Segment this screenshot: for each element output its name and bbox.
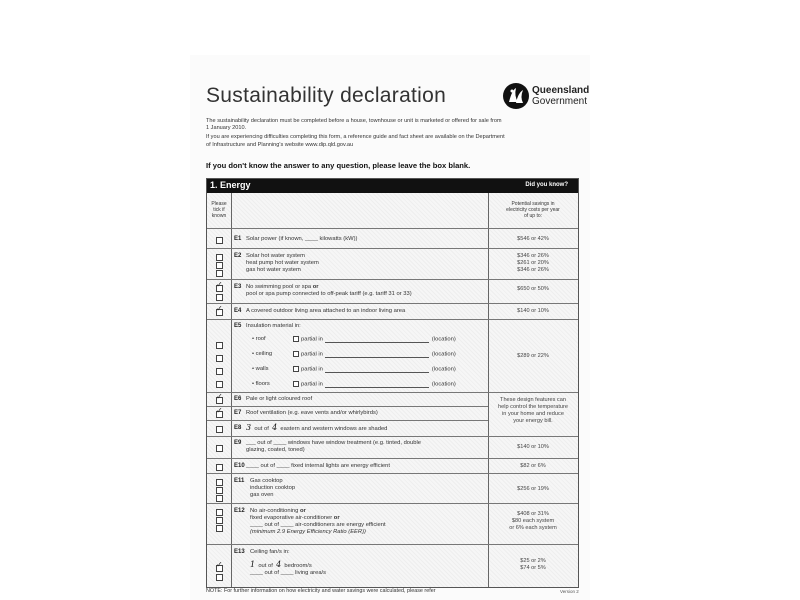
row-e3 (207, 279, 578, 304)
row-e5 (207, 319, 578, 393)
checkbox-e5-floors[interactable] (216, 381, 223, 388)
row-text: A covered outdoor living area attached to an indoor living area (246, 308, 406, 314)
row-code: E13 (234, 549, 245, 555)
insulation-floors-label: • floors (252, 381, 270, 387)
checkbox-e10[interactable] (216, 464, 223, 471)
row-text: Solar hot water system heat pump hot water system gas hot water system (246, 253, 319, 273)
partial-ceiling: partial in (location) (293, 351, 456, 358)
checkbox-e2-gas[interactable] (216, 270, 223, 277)
checkbox-e13-living[interactable] (216, 574, 223, 581)
row-text: 3 out of 4 eastern and western windows are shaded (246, 423, 388, 432)
location-floors-field[interactable] (325, 387, 429, 388)
checkbox-e2-solar[interactable] (216, 254, 223, 261)
intro-para2-line2: of Infrastructure and Planning's website www.dip.qld.gov.au (206, 141, 354, 148)
row-text: Solar power (if known, ____ kilowatts (kW)) (246, 236, 358, 242)
row-text: Roof ventilation (e.g. eave vents and/or whirlybirds) (246, 410, 378, 416)
row-saving: $408 or 31% $80 each system or 6% each system (509, 511, 557, 531)
row-e12 (207, 503, 578, 545)
section-title: 1. Energy (210, 180, 251, 190)
row-saving: $346 or 26% $261 or 20% $346 or 26% (517, 253, 549, 273)
checkbox-e11-induction[interactable] (216, 487, 223, 494)
checkbox-partial-roof[interactable] (293, 336, 299, 342)
row-e8 (207, 420, 488, 437)
queensland-government-logo (502, 82, 590, 112)
row-saving: $256 or 19% (517, 486, 549, 492)
row-code: E8 (234, 425, 242, 431)
checkbox-e3-pump[interactable] (216, 294, 223, 301)
row-code: E7 (234, 410, 242, 416)
checkbox-partial-floors[interactable] (293, 381, 299, 387)
version-label: Version 2 (560, 589, 579, 594)
tick-mark: ✓ (216, 560, 223, 569)
row-text-lines: 1 out of 4 bedroom/s ____ out of ____ living area/s (250, 560, 327, 576)
intro-para1-line1: The sustainability declaration must be completed before a house, townhouse or unit is marketed or offered for sale from (206, 118, 502, 124)
row-text: No air-conditioning or fixed evaporative air-conditioner or ____ out of ____ air-conditioners are energy efficient (minimum 2.9 Energy Efficiency Ratio (EER)) (250, 508, 386, 535)
checkbox-partial-walls[interactable] (293, 366, 299, 372)
handwritten-e8-value2[interactable]: 4 (272, 423, 278, 432)
checkbox-e1[interactable] (216, 237, 223, 244)
row-text: Ceiling fan/s in: (250, 549, 290, 555)
section-header-bar (207, 179, 578, 193)
location-ceiling-field[interactable] (325, 357, 429, 358)
checkbox-partial-ceiling[interactable] (293, 351, 299, 357)
intro-para2-line1: If you are experiencing difficulties completing this form, a reference guide and fact sheet are available on the Department (206, 134, 505, 141)
page-title: Sustainability declaration (206, 84, 447, 107)
location-roof-field[interactable] (325, 342, 429, 343)
tick-mark: ✓ (216, 304, 223, 313)
row-code: E5 (234, 323, 242, 329)
logo-text-line1: Queensland (532, 85, 590, 96)
row-e2 (207, 248, 578, 280)
checkbox-e12-none[interactable] (216, 509, 223, 516)
row-code: E6 (234, 396, 242, 402)
partial-walls: partial in (location) (293, 366, 456, 373)
row-code: E10 (234, 463, 245, 469)
row-text: ___ out of ____ windows have window treatment (e.g. tinted, double glazing, coated, toned) (246, 440, 421, 453)
savings-column-header: Potential savings in electricity costs per year of up to: (506, 201, 560, 219)
handwritten-e13-value1[interactable]: 1 (250, 560, 256, 569)
crest-icon (502, 82, 530, 110)
checkbox-e9[interactable] (216, 445, 223, 452)
intro-para1-line2: 1 January 2010. (206, 125, 247, 132)
tick-column-header: Please tick if known (211, 201, 227, 219)
row-saving: $140 or 10% (517, 444, 549, 450)
insulation-walls-label: • walls (252, 366, 269, 372)
partial-roof: partial in (location) (293, 336, 456, 343)
handwritten-e8-value1[interactable]: 3 (246, 423, 252, 432)
row-saving: $650 or 50% (517, 286, 549, 292)
row-saving: $25 or 2% $74 or 5% (520, 558, 546, 571)
row-e4 (207, 303, 578, 320)
logo-text-line2: Government (532, 96, 588, 107)
row-saving: $546 or 42% (517, 236, 549, 242)
row-text: Insulation material in: (246, 323, 301, 329)
row-e10 (207, 458, 578, 474)
tick-mark: ✓ (216, 280, 223, 289)
row-saving: $289 or 22% (517, 353, 549, 359)
row-saving: $140 or 10% (517, 308, 549, 314)
row-code: E2 (234, 253, 242, 259)
row-e7 (207, 406, 488, 421)
checkbox-e11-gas-cooktop[interactable] (216, 479, 223, 486)
checkbox-e5-ceiling[interactable] (216, 355, 223, 362)
footnote: NOTE: For further information on how electricity and water savings were calculated, please refer (206, 588, 436, 594)
row-e11 (207, 473, 578, 504)
row-text: Pale or light coloured roof (246, 396, 313, 402)
design-features-note: These design features can help control the temperature in your home and reduce your energy bill. (498, 397, 568, 424)
instruction: If you don't know the answer to any question, please leave the box blank. (206, 161, 471, 170)
row-code: E11 (234, 478, 245, 484)
row-text: No swimming pool or spa or pool or spa pump connected to off-peak tariff (e.g. tariff 31 or 33) (246, 284, 412, 297)
checkbox-e8[interactable] (216, 426, 223, 433)
insulation-ceiling-label: • ceiling (252, 351, 273, 357)
header (206, 82, 590, 116)
insulation-roof-label: • roof (252, 336, 266, 342)
row-e1 (207, 228, 578, 249)
row-saving: $82 or 6% (520, 463, 546, 469)
row-code: E9 (234, 440, 242, 446)
row-text: ____ out of ____ fixed internal lights are energy efficient (246, 463, 390, 469)
row-e9 (207, 436, 578, 459)
checkbox-e2-heat-pump[interactable] (216, 262, 223, 269)
partial-floors: partial in (location) (293, 381, 456, 388)
tick-mark: ✓ (216, 392, 223, 401)
checkbox-e5-roof[interactable] (216, 342, 223, 349)
row-code: E4 (234, 308, 242, 314)
location-walls-field[interactable] (325, 372, 429, 373)
energy-form (206, 178, 579, 588)
row-code: E1 (234, 236, 242, 242)
row-e13 (207, 544, 578, 588)
checkbox-e12-evaporative[interactable] (216, 517, 223, 524)
checkbox-e12-efficient[interactable] (216, 525, 223, 532)
row-text: Gas cooktop induction cooktop gas oven (250, 478, 296, 498)
handwritten-e13-value2[interactable]: 4 (276, 560, 282, 569)
row-code: E3 (234, 284, 242, 290)
tick-mark: ✓ (216, 406, 223, 415)
intro-text (206, 118, 586, 151)
checkbox-e11-gas-oven[interactable] (216, 495, 223, 502)
row-code: E12 (234, 508, 245, 514)
checkbox-e5-walls[interactable] (216, 368, 223, 375)
did-you-know-heading: Did you know? (525, 182, 568, 188)
